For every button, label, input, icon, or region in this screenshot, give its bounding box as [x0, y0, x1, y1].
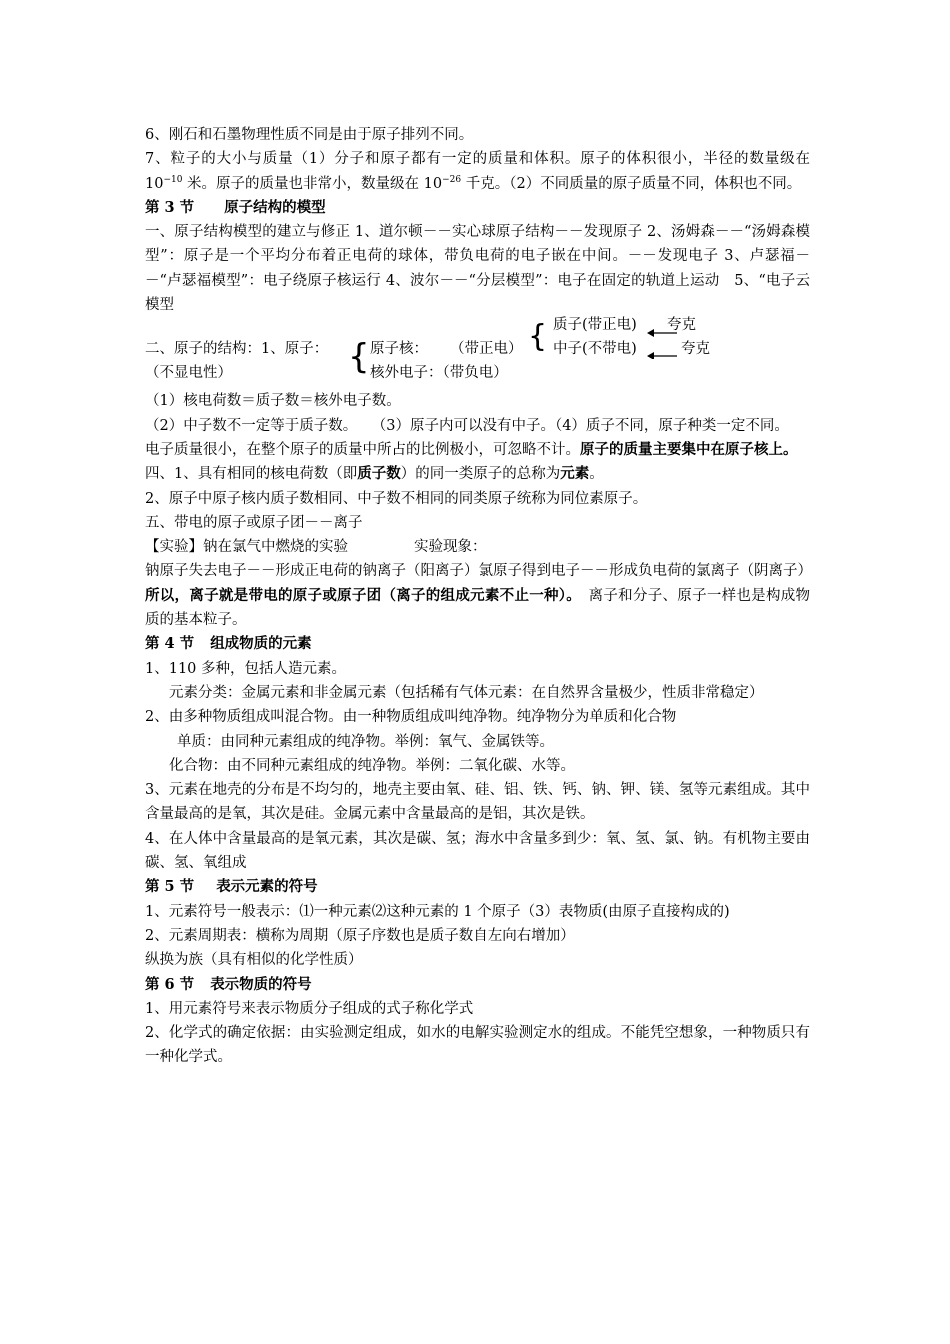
paragraph-model: 一、原子结构模型的建立与修正 1、道尔顿－－实心球原子结构－－发现原子 2、汤姆森－－“汤姆森模型”：原子是一个平均分布着正电荷的球体，带负电荷的电子嵌在中间。－－发现电子 3、卢瑟福－－“卢瑟福模型”：电子绕原子核运行 4、波尔－－“分层模型”：电子在固定的轨道上运动 5、“电子云模型	[145, 224, 810, 314]
s5-line-1: 1、元素符号一般表示：⑴一种元素⑵这种元素的 1 个原子（3）表物质(由原子直接构成的)	[145, 903, 730, 920]
section-number: 第 3 节	[145, 198, 195, 216]
proton-label: 质子(带正电)	[553, 317, 637, 334]
left-brace-icon: {	[528, 319, 548, 355]
text: 四、1、具有相同的核电荷数（即	[145, 466, 358, 483]
bold-text: 质子数	[357, 465, 401, 483]
section-number: 第 5 节	[145, 878, 195, 896]
text: 电子质量很小，在整个原子的质量中所占的比例极小，可忽略不计。	[145, 441, 580, 458]
nucleus-charge: （带正电）	[450, 341, 523, 358]
section-number: 第 4 节	[145, 635, 195, 653]
s4-line-5: 化合物：由不同种元素组成的纯净物。举例：二氧化碳、水等。	[169, 757, 575, 774]
superscript: −10	[163, 174, 183, 185]
paragraph-ion	[145, 584, 810, 633]
left-brace-icon: {	[348, 337, 370, 378]
s5-line-2: 2、元素周期表：横称为周期（原子序数也是质子数自左向右增加）	[145, 927, 575, 944]
paragraph-experiment	[145, 535, 810, 559]
section-3-heading	[145, 196, 810, 220]
s6-line-1: 1、用元素符号来表示物质分子组成的式子称化学式	[145, 1000, 474, 1017]
text: ）的同一类原子的总称为	[400, 466, 561, 483]
text: 千克。（2）不同质量的原子质量不同，体积也不同。	[461, 175, 802, 192]
quark-label-2: 夸克	[681, 341, 710, 358]
electron-label: 核外电子：（带负电）	[370, 365, 508, 382]
text: 米。原子的质量也非常小，数量级在 10	[182, 175, 443, 192]
paragraph-ion-def: 五、带电的原子或原子团－－离子	[145, 514, 363, 531]
bold-text: 所以，离子就是带电的原子或原子团（离子的组成元素不止一种）。	[145, 586, 574, 604]
section-title: 原子结构的模型	[224, 198, 326, 216]
paragraph-isotope: 2、原子中原子核内质子数相同、中子数不相同的同类原子统称为同位素原子。	[145, 490, 648, 507]
section-title: 组成物质的元素	[210, 635, 312, 653]
document-page	[145, 123, 810, 1070]
text: 。	[589, 466, 604, 483]
bold-text: 元素	[560, 465, 590, 483]
rule-1: （1）核电荷数＝质子数＝核外电子数。	[145, 393, 401, 410]
atom-structure-diagram	[145, 317, 810, 389]
text: 【实验】钠在氯气中燃烧的实验	[145, 539, 348, 556]
structure-label: 二、原子的结构：1、原子：	[145, 341, 329, 358]
paragraph-7	[145, 147, 810, 196]
nucleus-label: 原子核：	[370, 341, 428, 358]
paragraph-mass	[145, 438, 810, 462]
section-6-heading	[145, 973, 810, 997]
paragraph-6: 6、刚石和石墨物理性质不同是由于原子排列不同。	[145, 127, 474, 143]
rule-2: （2）中子数不一定等于质子数。 （3）原子内可以没有中子。（4）质子不同，原子种类一定不同。	[145, 417, 789, 434]
arrow-icon	[645, 319, 679, 359]
text: 离子和分子、原子一样也是构成物质的基本粒子。	[145, 587, 811, 629]
section-title: 表示元素的符号	[216, 878, 318, 896]
neutron-label: 中子(不带电)	[553, 341, 637, 358]
s4-line-2: 元素分类：金属元素和非金属元素（包括稀有气体元素：在自然界含量极少，性质非常稳定）	[169, 684, 764, 701]
paragraph-element	[145, 462, 810, 486]
s4-line-3: 2、由多种物质组成叫混合物。由一种物质组成叫纯净物。纯净物分为单质和化合物	[145, 709, 677, 726]
section-title: 表示物质的符号	[210, 975, 312, 993]
text: 实验现象：	[414, 539, 487, 556]
text: 7、粒子的大小与质量（1）分子和原子都有一定的质量和体积。原子的体积很小，半径的数量级在 10	[145, 151, 810, 192]
s4-line-7: 4、在人体中含量最高的是氧元素，其次是碳、氢；海水中含量多到少：氧、氢、氯、钠。有机物主要由碳、氢、氧组成	[145, 830, 810, 872]
section-number: 第 6 节	[145, 975, 195, 993]
neutral-note: （不显电性）	[145, 365, 232, 382]
s4-line-1: 1、110 多种，包括人造元素。	[145, 660, 347, 677]
s6-line-2: 2、化学式的确定依据：由实验测定组成，如水的电解实验测定水的组成。不能凭空想象，一种物质只有一种化学式。	[145, 1025, 810, 1066]
bold-text: 原子的质量主要集中在原子核上。	[580, 440, 798, 458]
paragraph-experiment-result: 钠原子失去电子－－形成正电荷的钠离子（阳离子）氯原子得到电子－－形成负电荷的氯离子（阴离子）	[145, 563, 812, 580]
quark-label-1: 夸克	[667, 317, 696, 334]
section-4-heading	[145, 632, 810, 656]
s4-line-4: 单质：由同种元素组成的纯净物。举例：氧气、金属铁等。	[177, 733, 554, 750]
s5-line-3: 纵换为族（具有相似的化学性质）	[145, 952, 363, 969]
superscript: −26	[442, 174, 462, 185]
s4-line-6: 3、元素在地壳的分布是不均匀的，地壳主要由氧、硅、铝、铁、钙、钠、钾、镁、氢等元素组成。其中含量最高的是氧，其次是硅。金属元素中含量最高的是铝，其次是铁。	[145, 782, 810, 823]
section-5-heading	[145, 875, 810, 899]
